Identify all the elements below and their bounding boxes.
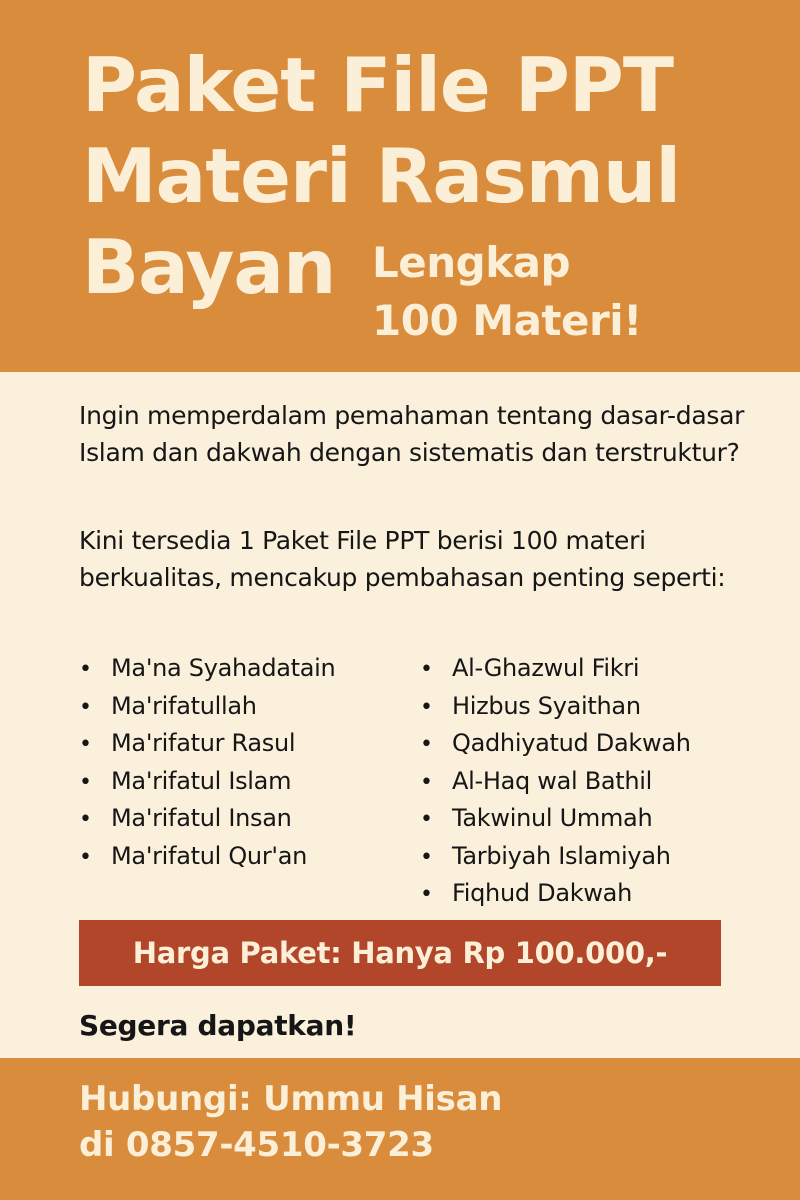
- topic-item: [79, 650, 409, 688]
- topic-label: Qadhiyatud Dakwah: [452, 729, 691, 757]
- topic-item: [420, 875, 770, 913]
- title-line-1: Paket File PPT: [82, 41, 673, 129]
- intro-offer: Kini tersedia 1 Paket File PPT berisi 100 materi berkualitas, mencakup pembahasan penting seperti:: [79, 526, 726, 592]
- topic-item: [79, 838, 409, 876]
- title-line-3: Bayan: [82, 223, 336, 311]
- bullet-icon: •: [420, 882, 433, 907]
- topic-label: Ma'rifatur Rasul: [111, 729, 296, 757]
- content-section: [0, 372, 800, 1058]
- topic-item: [420, 838, 770, 876]
- call-to-action: Segera dapatkan!: [79, 1009, 357, 1042]
- topic-label: Takwinul Ummah: [452, 804, 653, 832]
- topic-label: Ma'na Syahadatain: [111, 654, 336, 682]
- contact-name: Hubungi: Ummu Hisan: [79, 1079, 503, 1119]
- topic-label: Hizbus Syaithan: [452, 691, 641, 720]
- topic-item: [79, 725, 409, 763]
- topic-label: Ma'rifatul Qur'an: [111, 841, 308, 870]
- bullet-icon: •: [79, 732, 92, 757]
- topic-item: [420, 725, 770, 763]
- contact-phone: di 0857-4510-3723: [79, 1125, 434, 1165]
- header-banner: [0, 0, 800, 372]
- topic-label: Al-Haq wal Bathil: [452, 766, 653, 795]
- title-line-2: Materi Rasmul: [82, 132, 681, 220]
- subtitle-line-2: 100 Materi!: [372, 296, 642, 345]
- bullet-icon: •: [79, 807, 92, 832]
- intro-question: Ingin memperdalam pemahaman tentang dasar-dasar Islam dan dakwah dengan sistematis dan terstruktur?: [79, 401, 745, 467]
- contact-footer: [0, 1058, 800, 1200]
- topic-list-left: [79, 650, 409, 875]
- topic-item: [420, 763, 770, 801]
- bullet-icon: •: [420, 732, 433, 757]
- topic-list-right: [420, 650, 770, 913]
- topic-item: [79, 763, 409, 801]
- topic-item: [420, 650, 770, 688]
- bullet-icon: •: [420, 844, 433, 870]
- bullet-icon: •: [420, 769, 433, 795]
- bullet-icon: •: [420, 694, 433, 720]
- bullet-icon: •: [420, 657, 433, 682]
- topic-label: Fiqhud Dakwah: [452, 879, 632, 907]
- topic-label: Tarbiyah Islamiyah: [452, 841, 671, 870]
- bullet-icon: •: [420, 807, 433, 832]
- topic-label: Ma'rifatullah: [111, 691, 257, 720]
- topic-label: Ma'rifatul Islam: [111, 766, 292, 795]
- bullet-icon: •: [79, 694, 92, 720]
- topic-item: [420, 688, 770, 726]
- price-banner: Harga Paket: Hanya Rp 100.000,-: [79, 920, 721, 986]
- topic-item: [420, 800, 770, 838]
- bullet-icon: •: [79, 657, 92, 682]
- bullet-icon: •: [79, 769, 92, 795]
- topic-label: Ma'rifatul Insan: [111, 804, 292, 832]
- topic-label: Al-Ghazwul Fikri: [452, 654, 640, 682]
- topic-item: [79, 800, 409, 838]
- topic-item: [79, 688, 409, 726]
- bullet-icon: •: [79, 844, 92, 870]
- subtitle-line-1: Lengkap: [372, 238, 571, 287]
